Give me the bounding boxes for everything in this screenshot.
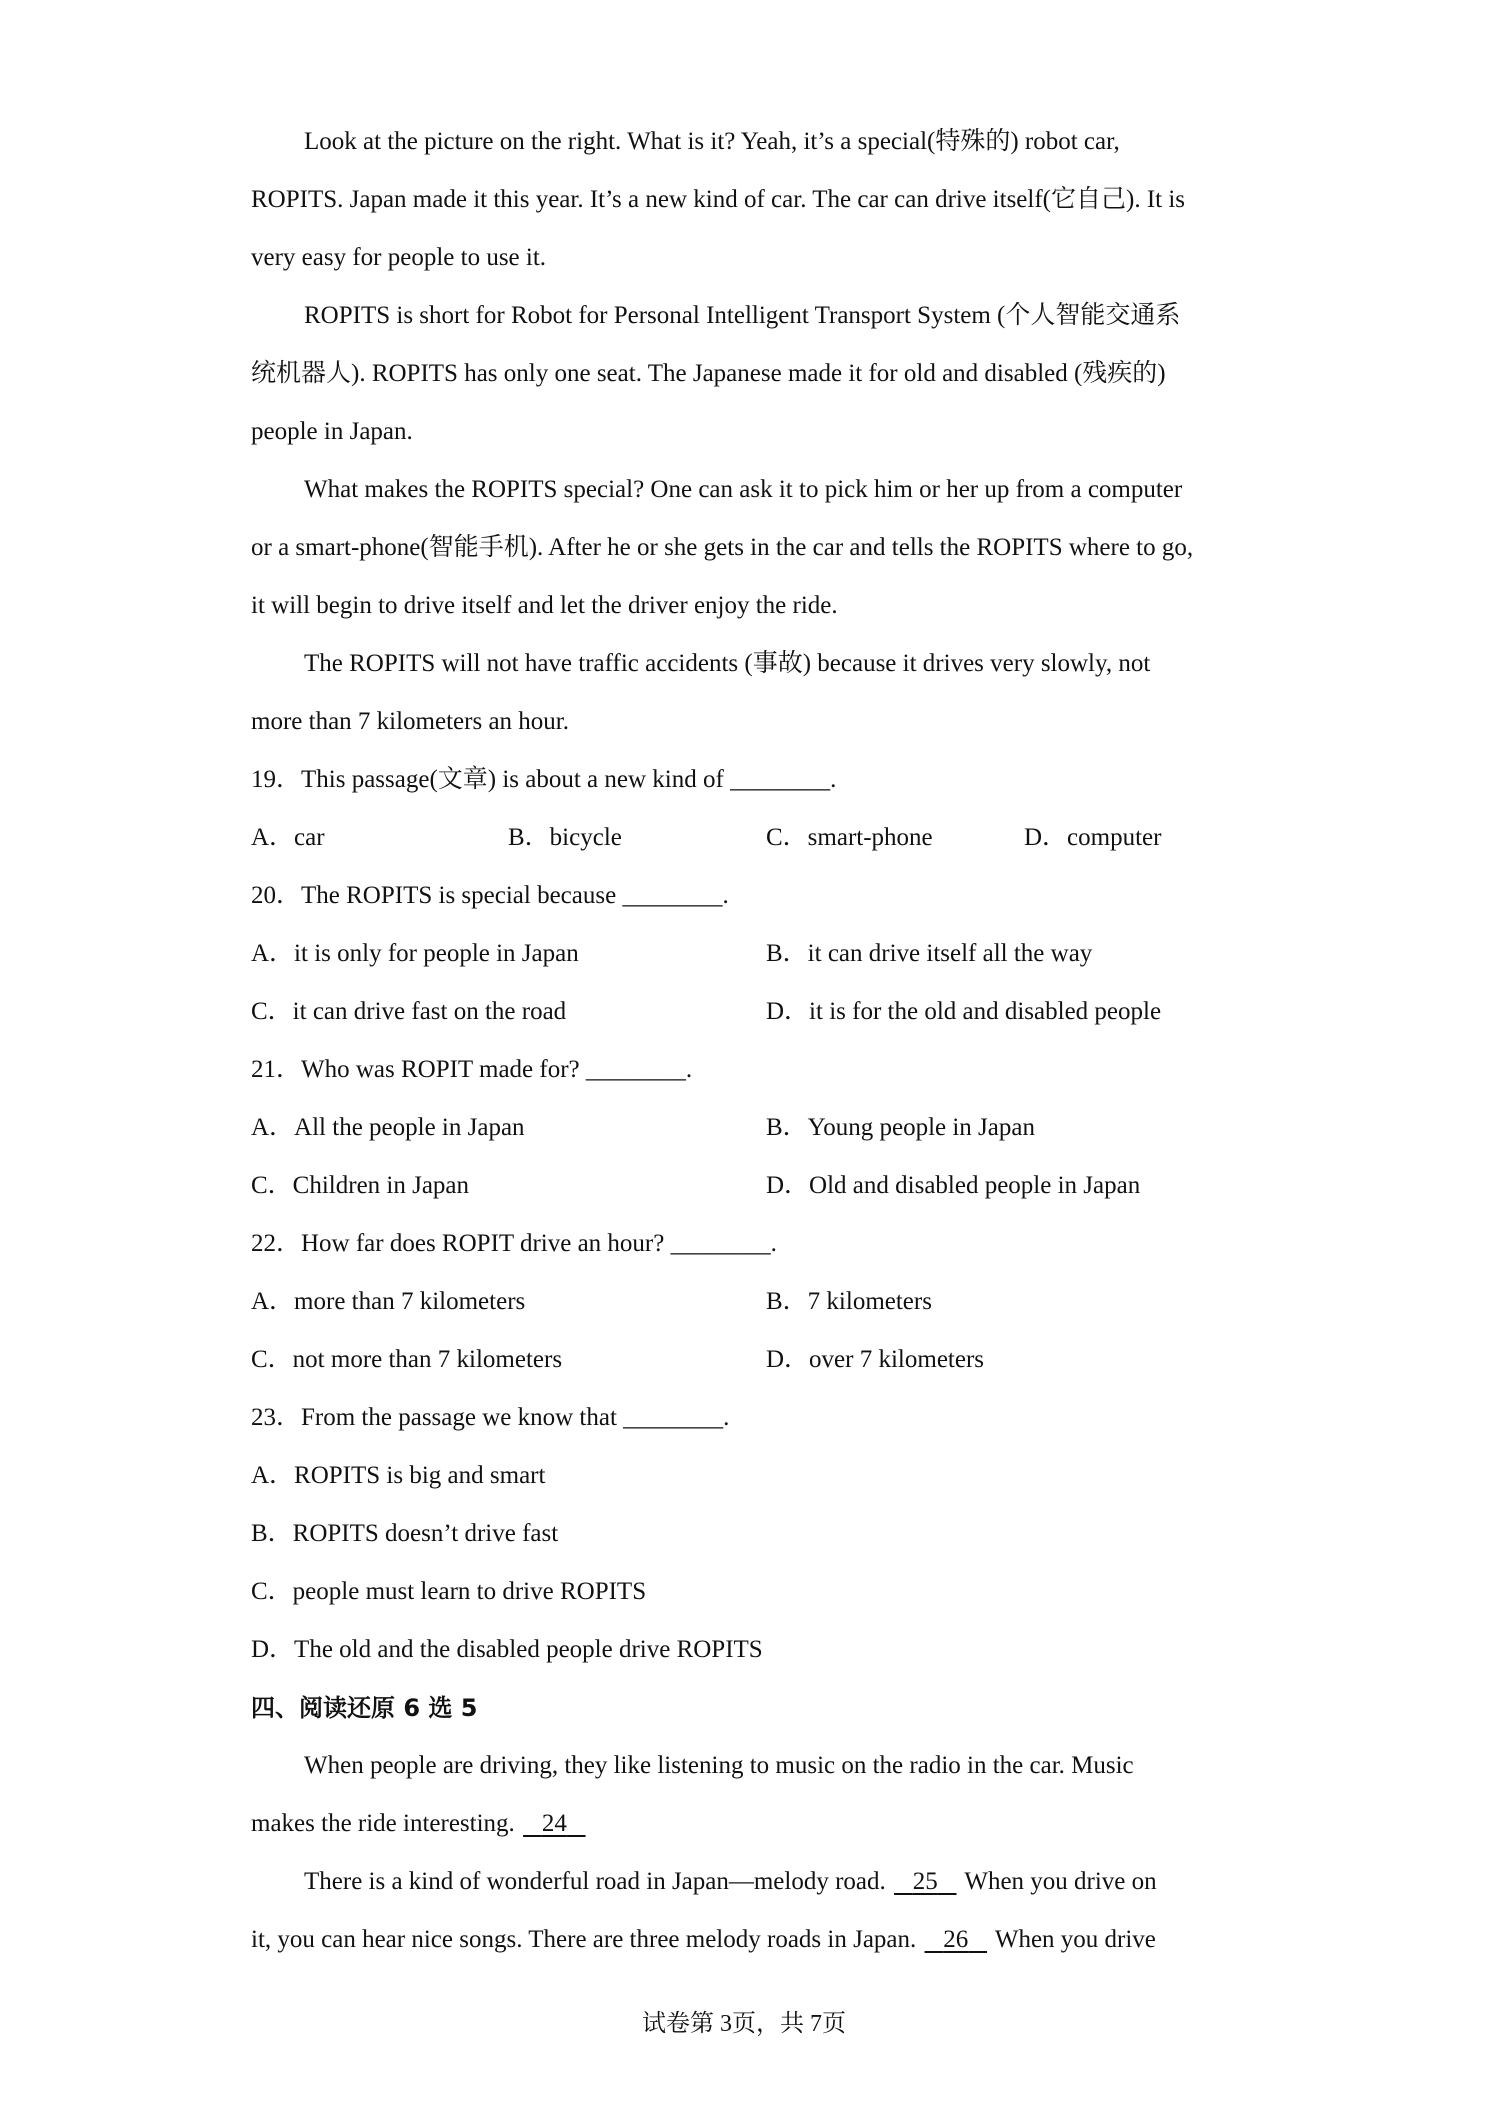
q20-option-a[interactable]: A．it is only for people in Japan (251, 940, 579, 967)
section4-text: When you drive (994, 1926, 1156, 1953)
blank-24[interactable] (521, 1806, 588, 1842)
q22-option-d[interactable]: D．over 7 kilometers (766, 1346, 985, 1373)
page-footer: 试卷第 3页，共 7页 (642, 2011, 846, 2037)
q23-option-a[interactable]: A．ROPITS is big and smart (251, 1462, 546, 1489)
section4-text: it, you can hear nice songs. There are three melody roads in Japan. (251, 1926, 917, 1953)
passage-line: The ROPITS will not have traffic accidents (事故) because it drives very slowly, not (304, 650, 1151, 677)
blank-26[interactable] (923, 1922, 990, 1958)
passage-line: very easy for people to use it. (251, 244, 547, 271)
question-22-stem: 22．How far does ROPIT drive an hour? ________. (251, 1230, 777, 1257)
question-23-stem: 23．From the passage we know that ________. (251, 1404, 730, 1431)
q20-option-d[interactable]: D．it is for the old and disabled people (766, 998, 1162, 1025)
passage-line: ROPITS. Japan made it this year. It’s a new kind of car. The car can drive itself(它自己). It is (251, 186, 1186, 213)
section4-line: When people are driving, they like listening to music on the radio in the car. Music (304, 1752, 1134, 1779)
blank-25[interactable] (892, 1864, 959, 1900)
q20-option-b[interactable]: B．it can drive itself all the way (766, 940, 1093, 967)
section4-line (251, 1806, 588, 1842)
passage-line: people in Japan. (251, 418, 413, 445)
q21-option-c[interactable]: C．Children in Japan (251, 1172, 470, 1199)
passage-line: more than 7 kilometers an hour. (251, 708, 569, 735)
passage-line: What makes the ROPITS special? One can ask it to pick him or her up from a computer (304, 476, 1183, 503)
passage-line: it will begin to drive itself and let the driver enjoy the ride. (251, 592, 838, 619)
section4-text: When you drive on (964, 1868, 1157, 1895)
blank-number: 24 (541, 1810, 567, 1837)
q21-option-d[interactable]: D．Old and disabled people in Japan (766, 1172, 1141, 1199)
q20-option-c[interactable]: C．it can drive fast on the road (251, 998, 567, 1025)
section4-line (251, 1922, 1156, 1958)
section4-text: There is a kind of wonderful road in Japan—melody road. (304, 1868, 886, 1895)
section-title: 四、阅读还原 6 选 5 (251, 1694, 478, 1722)
passage-line: or a smart-phone(智能手机). After he or she gets in the car and tells the ROPITS where to go, (251, 534, 1194, 561)
passage-line: 统机器人). ROPITS has only one seat. The Japanese made it for old and disabled (残疾的) (251, 360, 1166, 387)
section4-line (304, 1864, 1157, 1900)
blank-number: 26 (943, 1926, 969, 1953)
q23-option-b[interactable]: B．ROPITS doesn’t drive fast (251, 1520, 559, 1547)
question-21-stem: 21．Who was ROPIT made for? ________. (251, 1056, 693, 1083)
q22-option-a[interactable]: A．more than 7 kilometers (251, 1288, 526, 1315)
q19-option-a[interactable]: A．car (251, 824, 325, 851)
q22-option-c[interactable]: C．not more than 7 kilometers (251, 1346, 563, 1373)
passage-line: Look at the picture on the right. What is it? Yeah, it’s a special(特殊的) robot car, (304, 128, 1120, 155)
question-20-stem: 20．The ROPITS is special because ________. (251, 882, 729, 909)
q19-option-d[interactable]: D．computer (1024, 824, 1162, 851)
q19-option-b[interactable]: B．bicycle (508, 824, 622, 851)
passage-line: ROPITS is short for Robot for Personal Intelligent Transport System (个人智能交通系 (304, 302, 1181, 329)
q23-option-c[interactable]: C．people must learn to drive ROPITS (251, 1578, 647, 1605)
q21-option-a[interactable]: A．All the people in Japan (251, 1114, 525, 1141)
q22-option-b[interactable]: B．7 kilometers (766, 1288, 932, 1315)
q19-option-c[interactable]: C．smart-phone (766, 824, 933, 851)
q21-option-b[interactable]: B．Young people in Japan (766, 1114, 1035, 1141)
q23-option-d[interactable]: D．The old and the disabled people drive ROPITS (251, 1636, 763, 1663)
section4-text: makes the ride interesting. (251, 1810, 515, 1837)
question-19-stem: 19．This passage(文章) is about a new kind of ________. (251, 766, 837, 793)
blank-number: 25 (912, 1868, 938, 1895)
